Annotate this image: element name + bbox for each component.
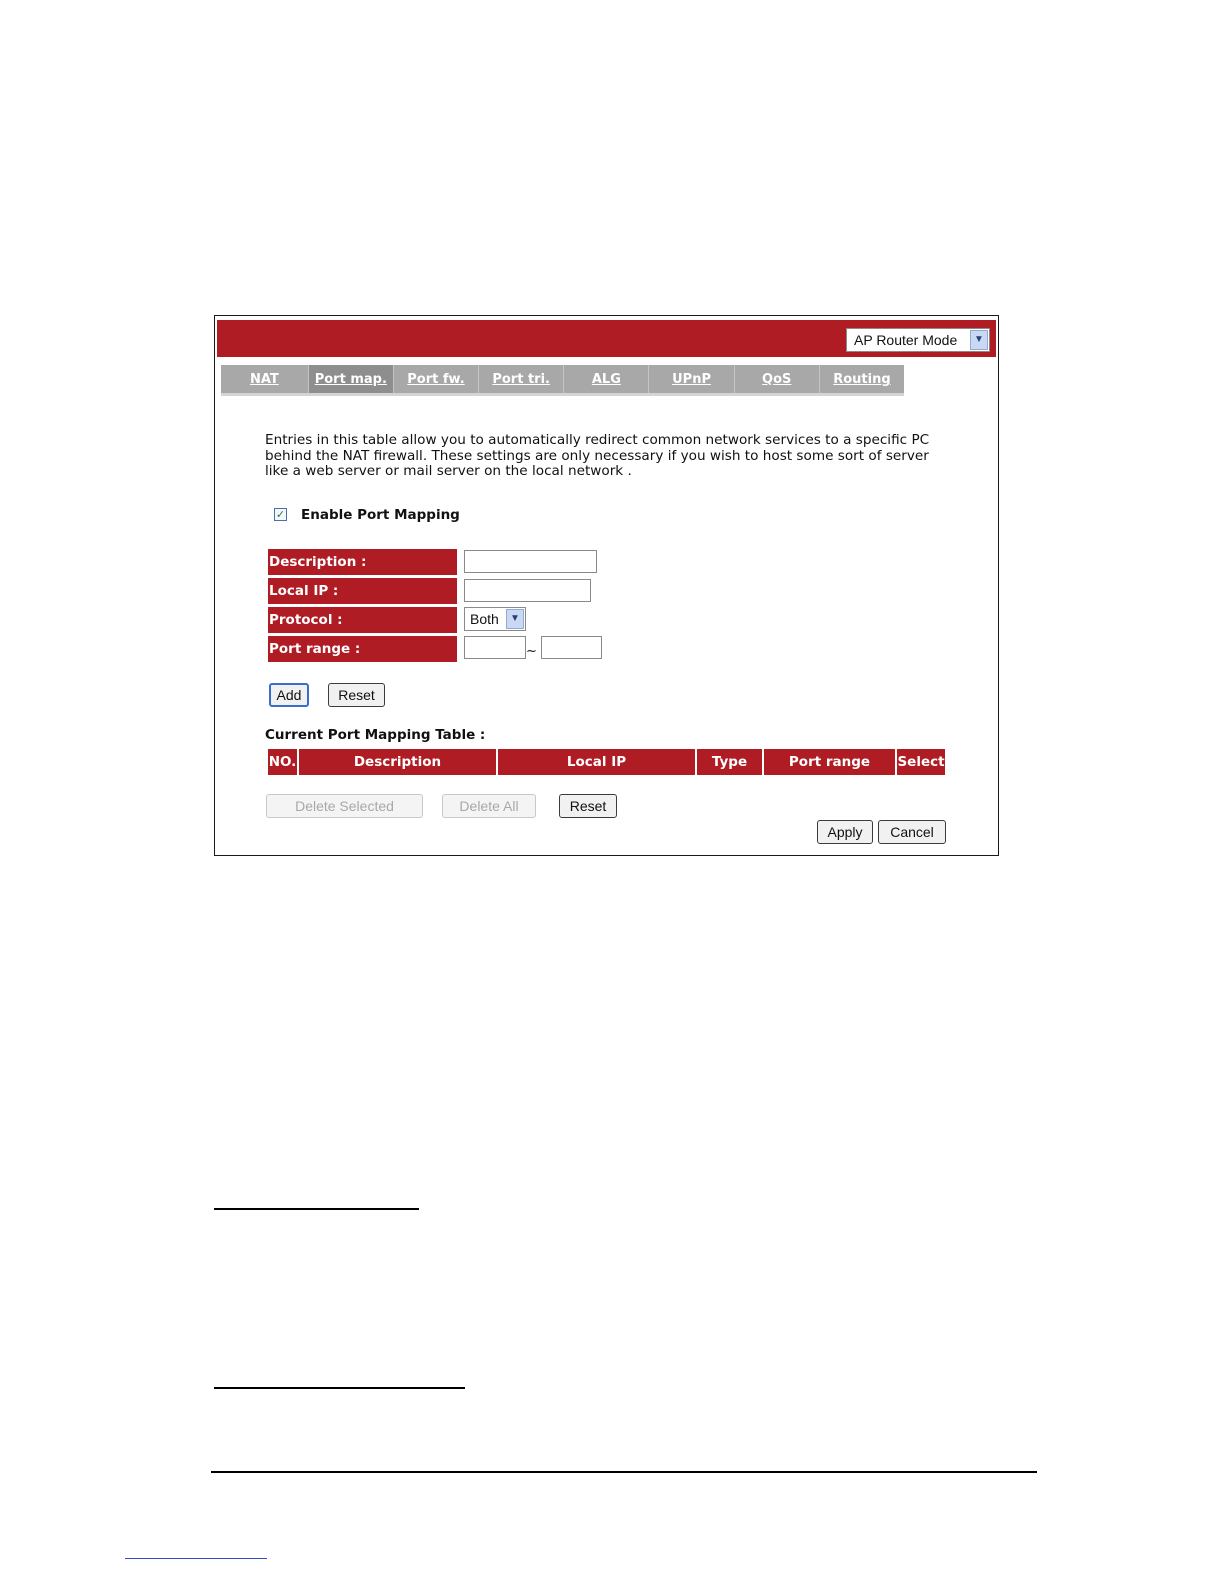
header-bar xyxy=(217,320,996,357)
column-header-type: Type xyxy=(697,749,764,775)
tab-port-fw[interactable]: Port fw. xyxy=(394,365,479,393)
chevron-down-icon[interactable]: ▼ xyxy=(506,609,524,629)
port-range-separator: ~ xyxy=(526,644,537,659)
chevron-down-icon[interactable]: ▼ xyxy=(970,330,988,350)
tab-nat[interactable]: NAT xyxy=(221,365,309,393)
apply-button[interactable]: Apply xyxy=(817,820,873,844)
cancel-button[interactable]: Cancel xyxy=(878,820,946,844)
tab-port-tri[interactable]: Port tri. xyxy=(479,365,564,393)
local-ip-label: Local IP : xyxy=(268,578,457,604)
mode-select-value: AP Router Mode xyxy=(854,332,958,348)
delete-all-button[interactable]: Delete All xyxy=(442,794,536,818)
protocol-label: Protocol : xyxy=(268,607,457,633)
footer-link-underline xyxy=(125,1558,267,1559)
protocol-select[interactable] xyxy=(464,607,526,631)
page-footer-rule xyxy=(211,1471,1037,1473)
divider-line xyxy=(214,1387,465,1389)
column-header-port-range: Port range xyxy=(764,749,897,775)
description-label: Description : xyxy=(268,549,457,575)
table-reset-button[interactable]: Reset xyxy=(559,794,617,818)
column-header-select: Select xyxy=(897,749,945,775)
tab-bar xyxy=(221,365,904,396)
mode-select[interactable] xyxy=(846,328,990,352)
add-button[interactable]: Add xyxy=(269,683,309,707)
form-reset-button[interactable]: Reset xyxy=(328,683,385,707)
port-mapping-table-title: Current Port Mapping Table : xyxy=(265,727,486,743)
router-config-panel xyxy=(214,315,999,856)
divider-line xyxy=(214,1208,419,1210)
description-input[interactable] xyxy=(464,550,597,573)
tab-routing[interactable]: Routing xyxy=(833,372,891,387)
port-mapping-table-header xyxy=(268,749,945,775)
checkmark-icon: ✓ xyxy=(275,508,286,521)
tab-alg[interactable]: ALG xyxy=(564,365,649,393)
tab-upnp[interactable]: UPnP xyxy=(649,365,734,393)
enable-port-mapping-label: Enable Port Mapping xyxy=(301,507,460,523)
protocol-select-value: Both xyxy=(470,611,499,627)
tab-qos[interactable]: QoS xyxy=(735,365,820,393)
port-range-from-input[interactable] xyxy=(464,636,526,659)
intro-text: Entries in this table allow you to automatically redirect common network services to a specific PC behind the NAT firewall. These settings are only necessary if you wish to host some sort of server like a web server or mail server on the local network . xyxy=(265,432,930,479)
port-range-to-input[interactable] xyxy=(541,636,602,659)
enable-port-mapping-checkbox[interactable] xyxy=(274,508,287,521)
local-ip-input[interactable] xyxy=(464,579,591,602)
tab-port-map[interactable]: Port map. xyxy=(309,365,394,393)
delete-selected-button[interactable]: Delete Selected xyxy=(266,794,423,818)
column-header-description: Description xyxy=(299,749,498,775)
column-header-local-ip: Local IP xyxy=(498,749,697,775)
column-header-no: NO. xyxy=(268,749,299,775)
port-range-label: Port range : xyxy=(268,636,457,662)
